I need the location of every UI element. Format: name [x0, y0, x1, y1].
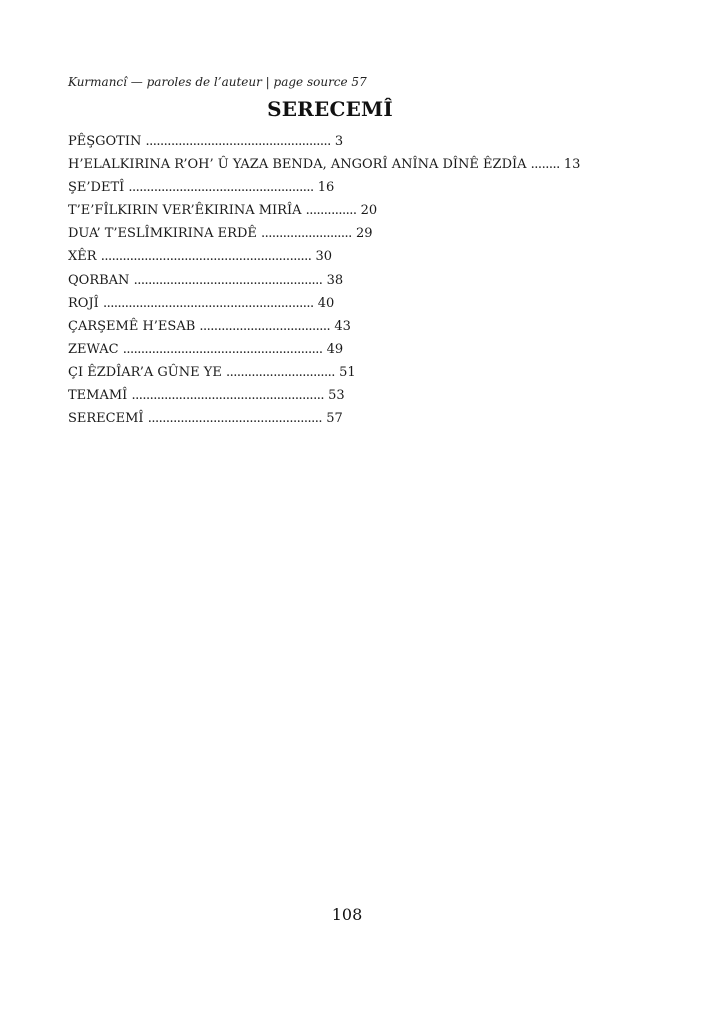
toc-entry-label: ZEWAC [68, 341, 119, 357]
toc-entry [68, 338, 580, 361]
toc-entry [68, 269, 580, 292]
toc-entry-page: 49 [326, 341, 344, 357]
toc-entry-label: T’E’FÎLKIRIN VER’ÊKIRINA MIRÎA [68, 203, 302, 219]
toc-entry-label: ROJÎ [68, 295, 99, 311]
toc-entry [68, 245, 580, 268]
toc-entry-page: 16 [317, 180, 335, 196]
toc-entry-leader: .............. [305, 203, 357, 219]
toc-entry-label: DUA’ T’ESLÎMKIRINA ERDÊ [68, 226, 257, 242]
toc-entry-label: XÊR [68, 249, 97, 265]
toc-entry [68, 315, 580, 338]
toc-entry-page: 13 [563, 157, 581, 173]
toc-entry-leader: ......................... [261, 226, 352, 242]
toc-entry-label: ŞE’DETÎ [68, 180, 125, 196]
header-note: Kurmancî — paroles de l’auteur | page source 57 [68, 75, 367, 89]
toc-title: SERECEMÎ [267, 97, 393, 121]
toc-entry-page: 38 [326, 272, 344, 288]
toc-entry [68, 292, 580, 315]
toc-entry-leader: ........ [530, 157, 560, 173]
toc-entry-label: H’ELALKIRINA R’OH’ Û YAZA BENDA, ANGORÎ ANÎNA DÎNÊ ÊZDÎA [68, 157, 527, 173]
toc-entry-page: 51 [339, 364, 356, 380]
toc-entry-leader: .......................................................... [102, 295, 314, 311]
toc-entry [68, 222, 580, 245]
toc-entry-page: 3 [334, 134, 344, 149]
toc-entry-leader: .............................. [225, 364, 335, 380]
toc-entry-leader: ................................................... [145, 134, 331, 149]
toc-entry-leader: .................................................... [133, 272, 323, 288]
toc-entry-leader: ................................................ [147, 411, 323, 427]
toc-entry-label: TEMAMÎ [68, 388, 128, 404]
toc-entry-leader: .................................... [199, 318, 331, 334]
table-of-contents [68, 130, 580, 430]
toc-entry-page: 29 [355, 226, 373, 242]
toc-entry-page: 53 [328, 388, 345, 404]
toc-entry-label: SERECEMÎ [68, 411, 144, 427]
toc-entry-leader: ....................................................... [122, 341, 323, 357]
toc-entry-label: ÇARŞEMÊ H’ESAB [68, 318, 196, 334]
toc-entry-page: 57 [326, 411, 343, 427]
toc-entry-label: ÇI ÊZDÎAR’A GÛNE YE [68, 364, 222, 380]
toc-entry-page: 20 [360, 203, 378, 219]
toc-entry-label: PÊŞGOTIN [68, 134, 142, 149]
toc-entry [68, 153, 580, 176]
toc-entry [68, 384, 580, 407]
toc-entry-page: 43 [334, 318, 351, 334]
toc-entry-page: 30 [315, 249, 333, 265]
toc-entry-leader: ..................................................... [131, 388, 324, 404]
toc-entry [68, 130, 580, 153]
toc-entry-page: 40 [317, 295, 335, 311]
toc-entry-label: QORBAN [68, 272, 130, 288]
toc-entry-leader: .......................................................... [100, 249, 312, 265]
toc-entry [68, 361, 580, 384]
toc-entry [68, 176, 580, 199]
toc-entry-leader: ................................................... [128, 180, 314, 196]
page-number: 108 [331, 905, 363, 924]
toc-entry [68, 407, 580, 430]
toc-entry [68, 199, 580, 222]
